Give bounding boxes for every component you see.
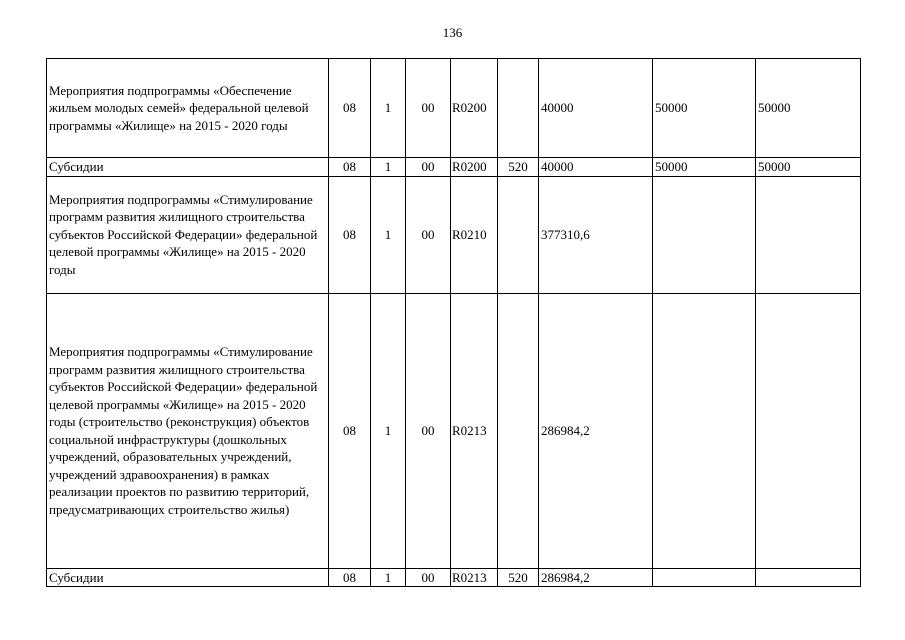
subsection-code: 1 (371, 568, 406, 587)
amount-year-1: 40000 (539, 59, 653, 158)
budget-table (46, 58, 861, 587)
program-code: 00 (406, 293, 451, 568)
target-article-code: R0210 (451, 176, 498, 293)
table-row (47, 59, 861, 158)
amount-year-2: 50000 (653, 158, 756, 177)
amount-year-3 (756, 176, 861, 293)
table-row (47, 568, 861, 587)
section-code: 08 (329, 59, 371, 158)
program-code: 00 (406, 158, 451, 177)
target-article-code: R0213 (451, 293, 498, 568)
amount-year-2: 50000 (653, 59, 756, 158)
row-name: Мероприятия подпрограммы «Обеспечение жильем молодых семей» федеральной целевой программы «Жилище» на 2015 - 2020 годы (47, 59, 329, 158)
section-code: 08 (329, 568, 371, 587)
expense-type-code (498, 59, 539, 158)
expense-type-code (498, 176, 539, 293)
program-code: 00 (406, 59, 451, 158)
amount-year-2 (653, 568, 756, 587)
expense-type-code: 520 (498, 158, 539, 177)
target-article-code: R0200 (451, 59, 498, 158)
amount-year-2 (653, 293, 756, 568)
program-code: 00 (406, 176, 451, 293)
table-row (47, 158, 861, 177)
amount-year-3: 50000 (756, 59, 861, 158)
subsection-code: 1 (371, 176, 406, 293)
target-article-code: R0213 (451, 568, 498, 587)
row-name: Мероприятия подпрограммы «Стимулирование программ развития жилищного строительства субъектов Российской Федерации» федеральной целевой программы «Жилище» на 2015 - 2020 годы (47, 176, 329, 293)
amount-year-1: 286984,2 (539, 568, 653, 587)
section-code: 08 (329, 293, 371, 568)
expense-type-code (498, 293, 539, 568)
subsection-code: 1 (371, 59, 406, 158)
amount-year-3 (756, 293, 861, 568)
subsection-code: 1 (371, 293, 406, 568)
amount-year-1: 286984,2 (539, 293, 653, 568)
program-code: 00 (406, 568, 451, 587)
table-row (47, 176, 861, 293)
amount-year-2 (653, 176, 756, 293)
amount-year-1: 377310,6 (539, 176, 653, 293)
subsection-code: 1 (371, 158, 406, 177)
amount-year-3: 50000 (756, 158, 861, 177)
row-name: Субсидии (47, 158, 329, 177)
amount-year-3 (756, 568, 861, 587)
row-name: Мероприятия подпрограммы «Стимулирование программ развития жилищного строительства субъектов Российской Федерации» федеральной целевой программы «Жилище» на 2015 - 2020 годы (строительство (реконструкция) объектов социальной инфраструктуры (дошкольных учреждений, образовательных учреждений, учреждений здравоохранения) в рамках реализации проектов по развитию территорий, предусматривающих строительство жилья) (47, 293, 329, 568)
table-row (47, 293, 861, 568)
target-article-code: R0200 (451, 158, 498, 177)
section-code: 08 (329, 176, 371, 293)
page-number: 136 (442, 25, 463, 40)
expense-type-code: 520 (498, 568, 539, 587)
row-name: Субсидии (47, 568, 329, 587)
section-code: 08 (329, 158, 371, 177)
amount-year-1: 40000 (539, 158, 653, 177)
